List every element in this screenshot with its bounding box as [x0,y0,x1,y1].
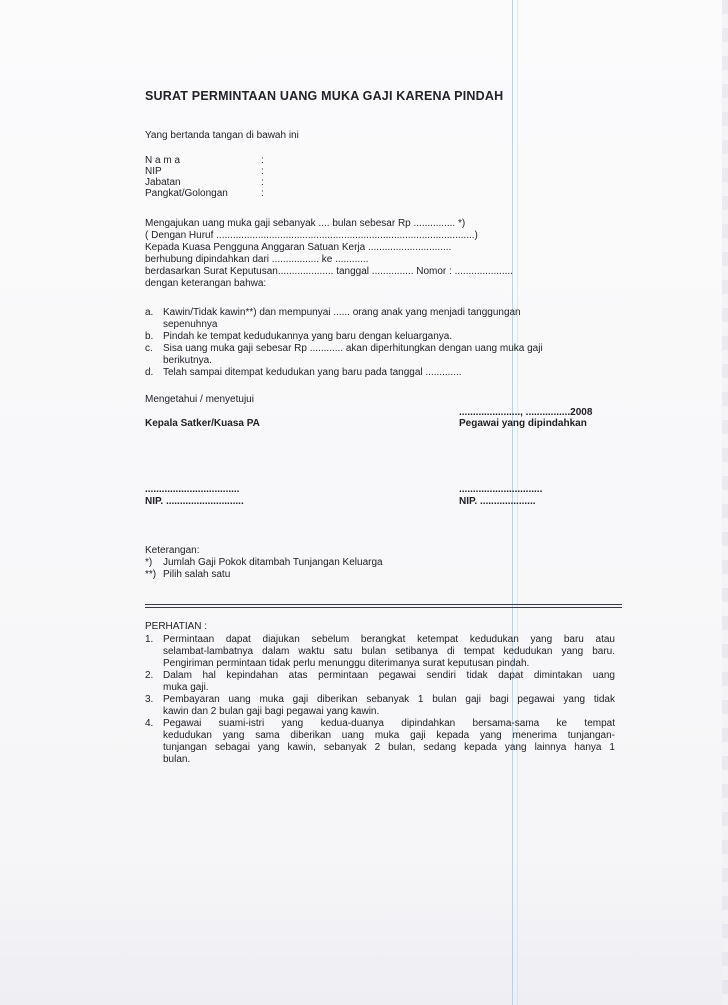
item-line: kedudukan yang sama diberikan uang muka gaji kepada yang menerima tunjangan- [163,730,615,741]
item-line: berikutnya. [163,355,212,366]
intro-text: Yang bertanda tangan di bawah ini [145,130,299,141]
decree-line: berdasarkan Surat Keputusan.................... tanggal ............... Nomor : ..................... [145,266,513,277]
item-line: Pengiriman permintaan tidak perlu menunggu diterimanya surat keputusan pindah. [163,658,530,669]
list-item [145,367,615,379]
item-line: kawin dan 2 bulan gaji bagi pegawai yang kawin. [163,706,380,717]
keterangan-text: Jumlah Gaji Pokok ditambah Tunjangan Keluarga [163,557,383,568]
field-label: Jabatan [145,177,181,188]
request-line: Mengajukan uang muka gaji sebanyak .... bulan sebesar Rp ............... *) [145,218,466,229]
perhatian-section [145,621,615,766]
item-line: selambat-lambatnya dalam waktu satu bulan setibanya di tempat kedudukan yang baru. [163,646,615,657]
right-signatory-title: Pegawai yang dipindahkan [459,418,587,429]
field-label: NIP [145,166,162,177]
item-line: Permintaan dapat diajukan sebelum berangkat ketempat kedudukan yang baru atau [163,634,615,645]
list-item [145,307,615,331]
kpa-line: Kepada Kuasa Pengguna Anggaran Satuan Kerja .............................. [145,242,452,253]
item-marker: c. [145,343,153,354]
list-item [145,694,615,718]
field-jabatan [145,177,345,188]
field-label: Pangkat/Golongan [145,188,228,199]
identity-fields [145,155,345,199]
item-marker: b. [145,331,154,342]
left-signature-line: .................................. [145,484,240,495]
item-line: Kawin/Tidak kawin**) dan mempunyai ...... orang anak yang menjadi tanggungan [163,307,521,318]
document-title: SURAT PERMINTAAN UANG MUKA GAJI KARENA PINDAH [145,89,504,103]
item-marker: a. [145,307,154,318]
item-marker: 4. [145,718,154,729]
divider [145,604,622,605]
item-line: Pegawai suami-istri yang kedua-duanya dipindahkan bersama-sama ke tempat [163,718,615,729]
field-label: N a m a [145,155,181,166]
approval-label: Mengetahui / menyetujui [145,394,254,405]
item-line: muka gaji. [163,682,209,693]
list-item [145,634,615,670]
item-marker: d. [145,367,154,378]
field-colon: : [261,166,264,177]
item-marker: 3. [145,694,154,705]
item-line: Telah sampai ditempat kedudukan yang baru pada tanggal ............. [163,367,462,378]
field-colon: : [261,188,264,199]
list-item [145,331,615,343]
left-nip: NIP. ............................ [145,496,244,507]
field-pangkat-golongan [145,188,345,199]
item-line: Pembayaran uang muka gaji diberikan sebanyak 1 bulan gaji bagi pegawai yang tidak [163,694,615,705]
field-colon: : [261,177,264,188]
right-signature-line: .............................. [459,484,543,495]
item-line: Sisa uang muka gaji sebesar Rp ............ akan diperhitungkan dengan uang muka gaji [163,343,543,354]
transfer-line: berhubung dipindahkan dari ................. ke ............ [145,254,369,265]
item-marker: 1. [145,634,154,645]
field-nip [145,166,345,177]
keterangan-text: Pilih salah satu [163,569,231,580]
field-nama [145,155,345,166]
divider [145,607,622,608]
keterangan-mark: *) [145,557,153,568]
item-line: Pindah ke tempat kedudukannya yang baru dengan keluarganya. [163,331,453,342]
keterangan-label: Keterangan: [145,545,200,556]
keterangan-mark: **) [145,569,157,580]
item-marker: 2. [145,670,154,681]
statement-line: dengan keterangan bahwa: [145,278,267,289]
list-item [145,343,615,367]
item-line: tunjangan sebagai yang kawin, sebanyak 2 bulan, sedang kepada yang lainnya hanya 1 [163,742,615,753]
list-item [145,718,615,766]
field-colon: : [261,155,264,166]
list-item [145,670,615,694]
perhatian-label: PERHATIAN : [145,621,208,632]
date-line: ......................, ................2008 [459,407,593,418]
amount-in-words-line: ( Dengan Huruf .............................................................................................) [145,230,478,241]
item-line: Dalam hal kepindahan atas permintaan pegawai sendiri tidak dapat dimintakan uang [163,670,615,681]
item-line: bulan. [163,754,191,765]
item-line: sepenuhnya [163,319,218,330]
left-signatory-title: Kepala Satker/Kuasa PA [145,418,260,429]
conditions-list [145,307,615,379]
right-nip: NIP. .................... [459,496,536,507]
